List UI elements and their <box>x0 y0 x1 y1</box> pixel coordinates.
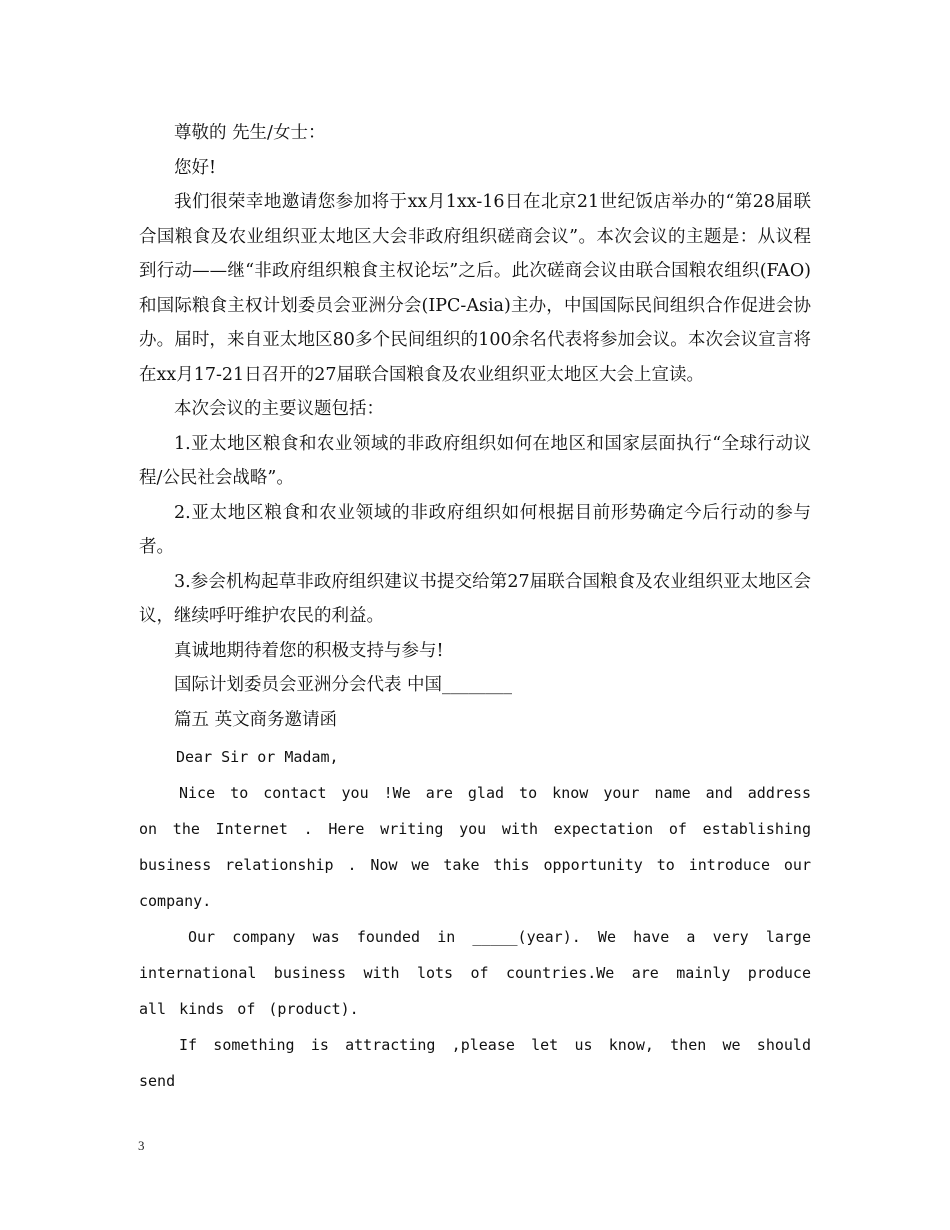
letter-greeting: 您好! <box>174 157 217 178</box>
document-body <box>139 116 811 1099</box>
english-salutation: Dear Sir or Madam, <box>176 748 339 766</box>
english-paragraph-1: Nice to contact you !We are glad to know your name and address on the Internet . Here writing you with expectation of establishing business relationship . Now we take this opportunity to introduce our company. <box>139 784 811 910</box>
section-title: 篇五 英文商务邀请函 <box>174 709 338 730</box>
page-number: 3 <box>138 1138 145 1153</box>
topic-item-1: 1.亚太地区粮食和农业领域的非政府组织如何在地区和国家层面执行“全球行动议程/公民社会战略”。 <box>139 433 811 488</box>
letter-closing: 真诚地期待着您的积极支持与参与! <box>174 640 444 661</box>
english-paragraph-2: Our company was founded in _____(year). We have a very large international business with lots of countries.We are mainly produce all kinds of (product). <box>139 928 811 1018</box>
english-paragraph-3: If something is attracting ,please let us know, then we should send <box>139 1036 811 1090</box>
topic-item-3: 3.参会机构起草非政府组织建议书提交给第27届联合国粮食及农业组织亚太地区会议，继续呼吁维护农民的利益。 <box>139 571 811 626</box>
letter-salutation: 尊敬的 先生/女士： <box>174 123 326 143</box>
letter-body-paragraph: 我们很荣幸地邀请您参加将于xx月1xx-16日在北京21世纪饭店举办的“第28届联合国粮食及农业组织亚太地区大会非政府组织磋商会议”。本次会议的主题是：从议程到行动——继“非政府组织粮食主权论坛”之后。此次磋商会议由联合国粮农组织(FAO)和国际粮食主权计划委员会亚洲分会(IPC-Asia)主办，中国国际民间组织合作促进会协办。届时，来自亚太地区80多个民间组织的100余名代表将参加会议。本次会议宣言将在xx月17-21日召开的27届联合国粮食及农业组织亚太地区大会上宣读。 <box>139 192 811 385</box>
topic-item-2: 2.亚太地区粮食和农业领域的非政府组织如何根据目前形势确定今后行动的参与者。 <box>139 502 811 557</box>
topics-intro: 本次会议的主要议题包括： <box>174 399 384 419</box>
letter-signature: 国际计划委员会亚洲分会代表 中国________ <box>174 675 513 695</box>
